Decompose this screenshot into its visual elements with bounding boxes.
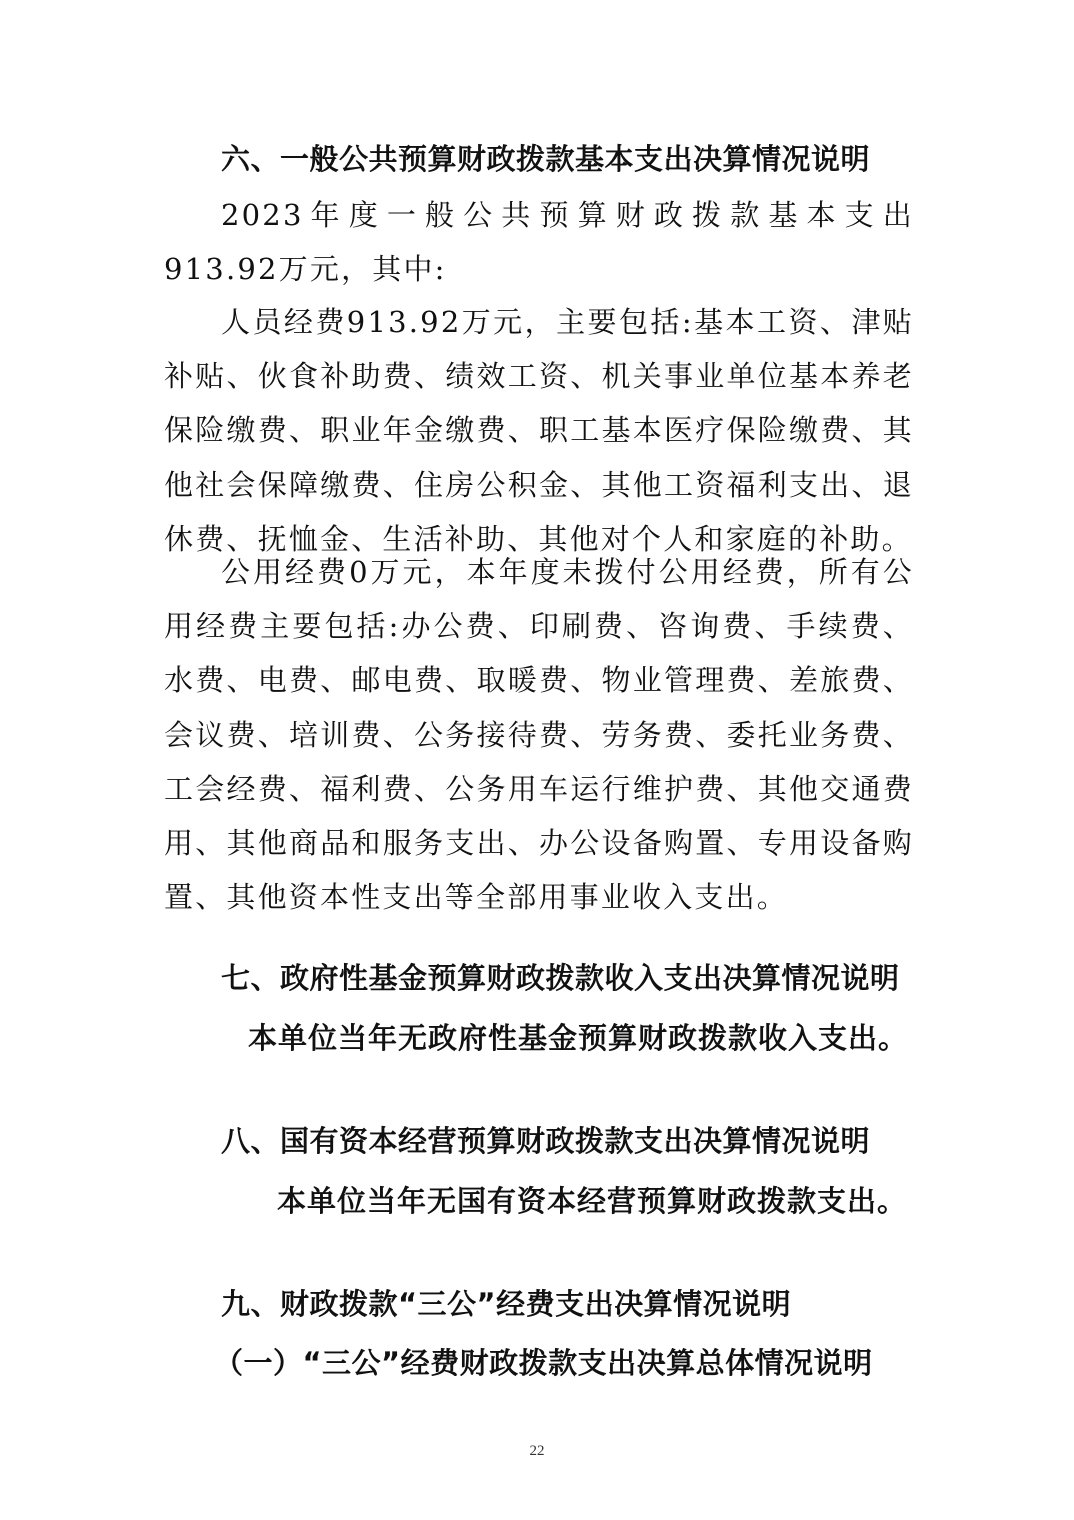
section-7-body: 本单位当年无政府性基金预算财政拨款收入支出。 [248,1021,909,1055]
section-6-paragraph-1: 2023年度一般公共预算财政拨款基本支出913.92万元，其中: [164,198,914,287]
section-8-body: 本单位当年无国有资本经营预算财政拨款支出。 [277,1184,908,1218]
section-9-subheading-1: （一）“三公”经费财政拨款支出决算总体情况说明 [214,1346,873,1380]
section-9-heading: 九、财政拨款“三公”经费支出决算情况说明 [221,1287,792,1321]
page-number: 22 [529,1443,545,1459]
section-8-heading: 八、国有资本经营预算财政拨款支出决算情况说明 [221,1124,871,1158]
section-7-heading: 七、政府性基金预算财政拨款收入支出决算情况说明 [221,961,900,995]
section-6-paragraph-3: 公用经费0万元，本年度未拨付公用经费，所有公用经费主要包括:办公费、印刷费、咨询费、手续费、水费、电费、邮电费、取暖费、物业管理费、差旅费、会议费、培训费、公务接待费、劳务费、委托业务费、工会经费、福利费、公务用车运行维护费、其他交通费用、其他商品和服务支出、办公设备购置、专用设备购置、其他资本性支出等全部用事业收入支出。 [164,555,914,915]
section-6-heading: 六、一般公共预算财政拨款基本支出决算情况说明 [221,142,871,176]
section-6-paragraph-2: 人员经费913.92万元，主要包括:基本工资、津贴补贴、伙食补助费、绩效工资、机关事业单位基本养老保险缴费、职业年金缴费、职工基本医疗保险缴费、其他社会保障缴费、住房公积金、其他工资福利支出、退休费、抚恤金、生活补助、其他对个人和家庭的补助。 [164,305,914,556]
